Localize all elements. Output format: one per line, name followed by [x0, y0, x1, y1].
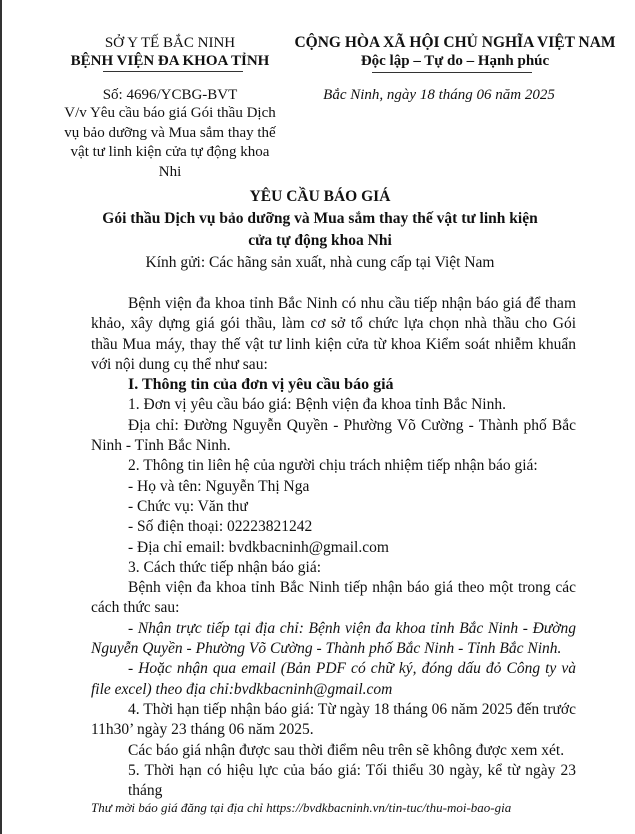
document-body	[91, 294, 576, 801]
method-direct: - Nhận trực tiếp tại địa chỉ: Bệnh viện đa khoa tỉnh Bắc Ninh - Đường Nguyễn Quyền - Phường Võ Cường - Thành phố Bắc Ninh - Tỉnh Bắc Ninh.	[91, 619, 576, 658]
item-4: 4. Thời hạn tiếp nhận báo giá: Từ ngày 18 tháng 06 năm 2025 đến trước 11h30’ ngày 23 tháng 06 năm 2025.	[91, 700, 576, 739]
package-title-line-2: cửa tự động khoa Nhi	[248, 232, 392, 249]
method-email: - Hoặc nhận qua email (Bản PDF có chữ ký, đóng dấu đỏ Công ty và file excel) theo địa chỉ:bvdkbacninh@gmail.com	[91, 660, 576, 698]
item-5: 5. Thời hạn có hiệu lực của báo giá: Tối thiểu 30 ngày, kể từ ngày 23 tháng	[128, 761, 576, 800]
item-2: 2. Thông tin liên hệ của người chịu trách nhiệm tiếp nhận báo giá:	[128, 457, 538, 475]
document-title: YÊU CẦU BÁO GIÁ	[249, 188, 391, 205]
subject-line: Nhi	[158, 163, 182, 180]
contact-name: - Họ và tên: Nguyễn Thị Nga	[128, 477, 310, 495]
header-left	[60, 4, 280, 182]
item-1: 1. Đơn vị yêu cầu báo giá: Bệnh viện đa khoa tỉnh Bắc Ninh.	[128, 396, 506, 414]
item-3: 3. Cách thức tiếp nhận báo giá:	[128, 558, 322, 576]
nation-title: CỘNG HÒA XÃ HỘI CHỦ NGHĨA VIỆT NAM	[294, 34, 616, 51]
doc-number: Số: 4696/YCBG-BVT	[102, 87, 238, 103]
header-right	[290, 4, 620, 104]
contact-position: - Chức vụ: Văn thư	[128, 497, 248, 515]
recipient-line: Kính gửi: Các hãng sản xuất, nhà cung cấp tại Việt Nam	[145, 254, 495, 271]
subject-line: V/v Yêu cầu báo giá Gói thầu Dịch	[64, 105, 276, 121]
receive-methods-intro: Bệnh viện đa khoa tỉnh Bắc Ninh tiếp nhận báo giá theo một trong các cách thức sau:	[91, 579, 576, 617]
late-note: Các báo giá nhận được sau thời điểm nêu trên sẽ không được xem xét.	[128, 741, 565, 759]
contact-email: - Địa chỉ email: bvdkbacninh@gmail.com	[128, 538, 389, 556]
address-paragraph: Địa chỉ: Đường Nguyễn Quyền - Phường Võ Cường - Thành phố Bắc Ninh - Tỉnh Bắc Ninh.	[91, 416, 576, 455]
motto-underline	[372, 72, 532, 73]
package-title-line-1: Gói thầu Dịch vụ bảo dưỡng và Mua sắm thay thế vật tư linh kiện	[102, 210, 538, 227]
footer-note: Thư mời báo giá đăng tại địa chỉ https://bvdkbacninh.vn/tin-tuc/thu-moi-bao-gia	[91, 800, 512, 815]
motto: Độc lập – Tự do – Hạnh phúc	[360, 53, 550, 69]
intro-paragraph: Bệnh viện đa khoa tỉnh Bắc Ninh có nhu cầu tiếp nhận báo giá để tham khảo, xây dựng giá gói thầu, làm cơ sở tổ chức lựa chọn nhà thầu cho Gói thầu Mua máy, thay thế vật tư linh kiện cửa từ khoa Kiểm soát nhiễm khuẩn với nội dung cụ thể như sau:	[91, 295, 576, 373]
contact-phone: - Số điện thoại: 02223821242	[128, 518, 313, 536]
page-left-border	[0, 0, 2, 834]
org-name: BỆNH VIỆN ĐA KHOA TỈNH	[70, 53, 270, 69]
title-block	[60, 186, 580, 274]
subject-line: vật tư linh kiện cửa tự động khoa	[70, 144, 270, 160]
section-1-title: I. Thông tin của đơn vị yêu cầu báo giá	[128, 376, 394, 394]
org-underline	[103, 71, 243, 72]
subject-line: vụ bảo dưỡng và Mua sắm thay thế	[64, 124, 276, 141]
date-line: Bắc Ninh, ngày 18 tháng 06 năm 2025	[323, 87, 555, 103]
org-parent: SỞ Y TẾ BẮC NINH	[104, 35, 236, 51]
